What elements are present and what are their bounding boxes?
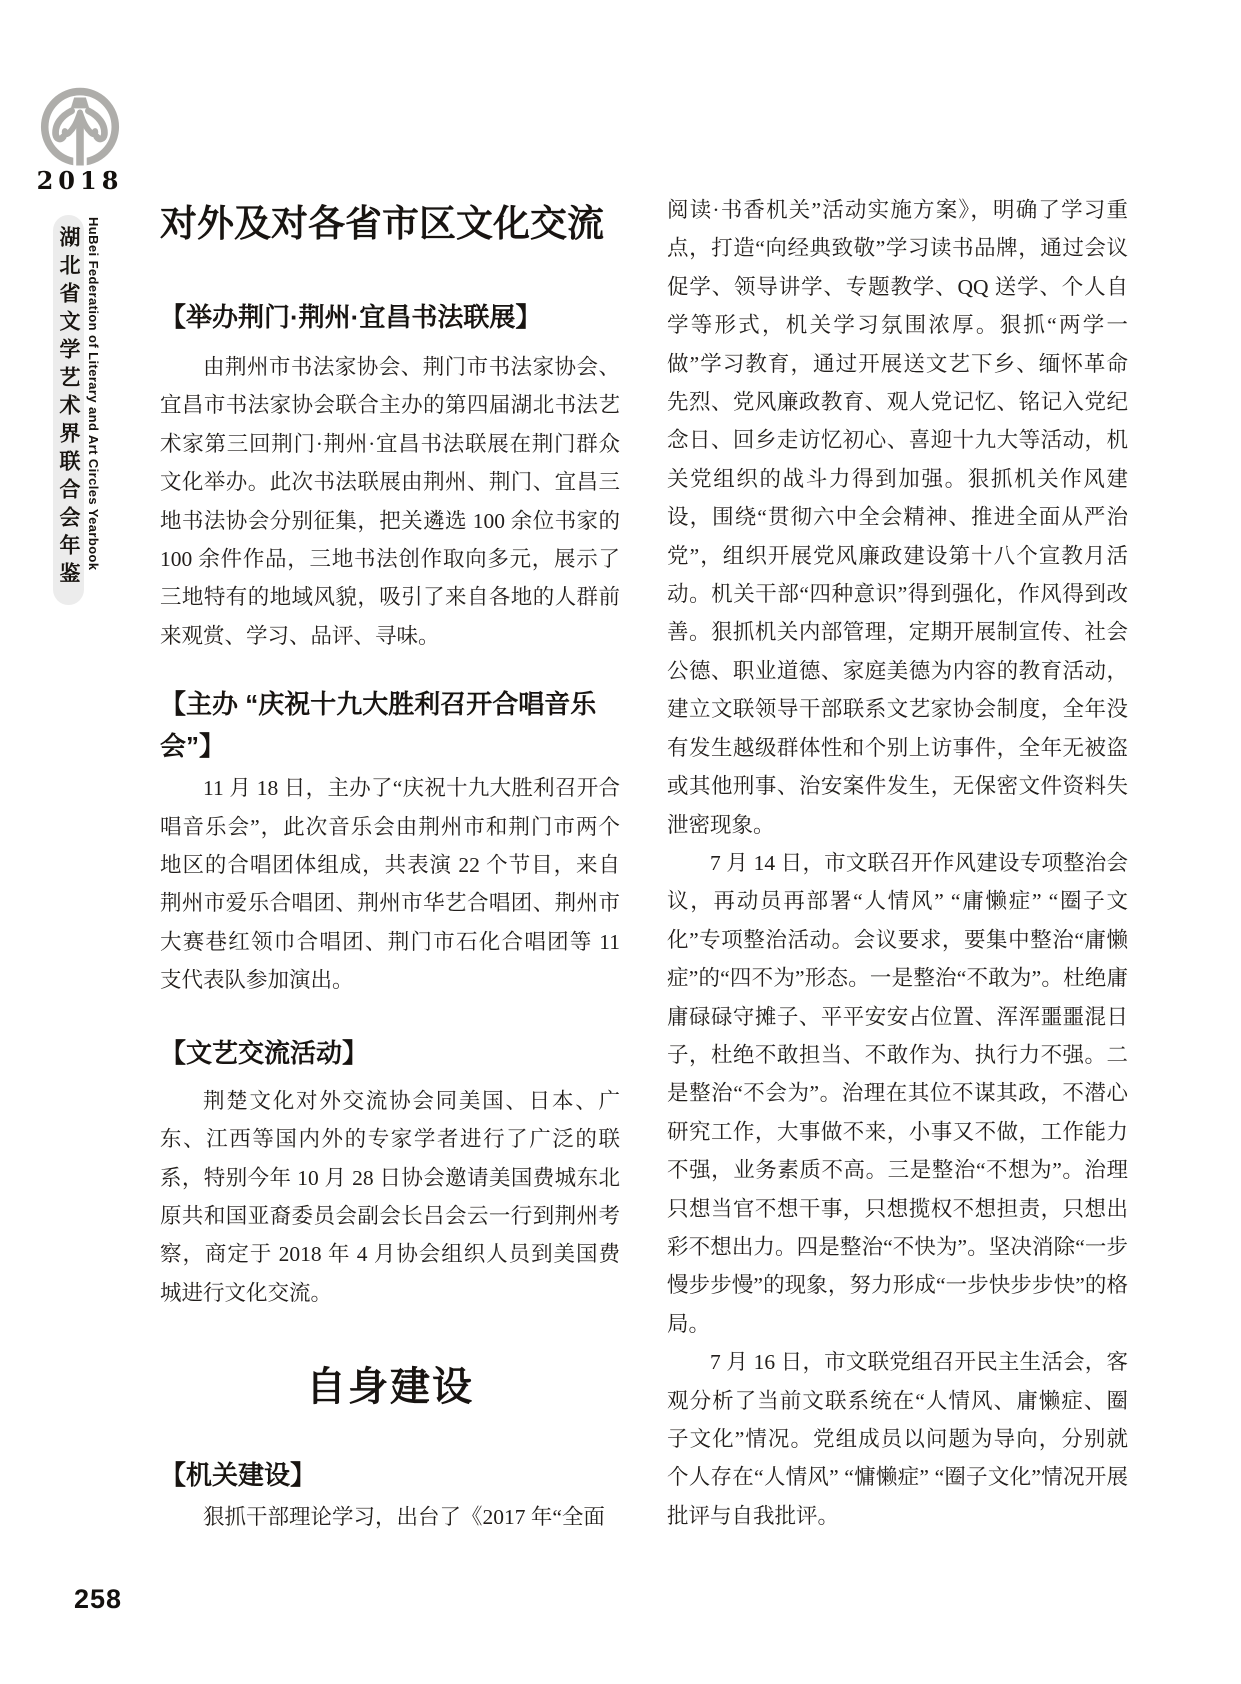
series-title-vertical-en: HuBei Federation of Literary and Art Circles Yearbook: [86, 217, 101, 571]
hubei-federation-logo-icon: [38, 84, 122, 168]
section-body-calligraphy-exhibition: 由荆州市书法家协会、荆门市书法家协会、宜昌市书法家协会联合主办的第四届湖北书法艺术家第三回荆门·荆州·宜昌书法联展在荆门群众文化举办。此次书法联展由荆州、荆门、宜昌三地书法协会分别征集，把关遴选 100 余位书家的 100 余件作品，三地书法创作取向多元，展示了三地特有的地域风貌，吸引了来自各地的人群前来观赏、学习、品评、寻味。: [160, 355, 620, 648]
section-heading-chorus-concert: 【主办 “庆祝十九大胜利召开合唱音乐会”】: [160, 689, 597, 762]
left-column: [160, 196, 620, 1537]
section-heading-art-exchange: 【文艺交流活动】: [160, 1037, 369, 1068]
section-heading-calligraphy-exhibition: 【举办荆门·荆州·宜昌书法联展】: [160, 302, 542, 332]
series-title-vertical-cn: 湖北省文学艺术界联合会年鉴: [53, 215, 84, 605]
rectification-meeting-paragraph: 7 月 14 日，市文联召开作风建设专项整治会议，再动员再部署“人情风” “庸懒症” “圈子文化”专项整治活动。会议要求，要集中整治“庸懒症”的“四不为”形态。一是整治“不敢为”。杜绝庸庸碌碌守摊子、平平安安占位置、浑浑噩噩混日子，杜绝不敢担当、不敢作为、执行力不强。二是整治“不会为”。治理在其位不谋其政，不潜心研究工作，大事做不来，小事又不做，工作能力不强，业务素质不高。三是整治“不想为”。治理只想当官不想干事，只想揽权不想担责，只想出彩不想出力。四是整治“不快为”。坚决消除“一步慢步步慢”的现象，努力形成“一步快步步快”的格局。: [667, 850, 1128, 1336]
right-column: [667, 191, 1128, 1535]
article-title: 对外及对各省市区文化交流: [160, 203, 604, 244]
section-body-agency-construction: 狠抓干部理论学习，出台了《2017 年“全面: [203, 1505, 605, 1530]
chapter-title-self-construction: 自身建设: [306, 1365, 474, 1410]
continuation-paragraph: 阅读·书香机关”活动实施方案》，明确了学习重点，打造“向经典致敬”学习读书品牌，通过会议促学、领导讲学、专题教学、QQ 送学、个人自学等形式，机关学习氛围浓厚。狠抓“两学一做”学习教育，通过开展送文艺下乡、缅怀革命先烈、党风廉政教育、观人党记忆、铭记入党纪念日、回乡走访忆初心、喜迎十九大等活动，机关党组织的战斗力得到加强。狠抓机关作风建设，围绕“贯彻六中全会精神、推进全面从严治党”，组织开展党风廉政建设第十八个宣教月活动。机关干部“四种意识”得到强化，作风得到改善。狠抓机关内部管理，定期开展制宣传、社会公德、职业道德、家庭美德为内容的教育活动，建立文联领导干部联系文艺家协会制度，全年没有发生越级群体性和个别上访事件，全年无被盗或其他刑事、治安案件发生，无保密文件资料失泄密现象。: [667, 198, 1128, 837]
section-heading-agency-construction: 【机关建设】: [160, 1460, 317, 1491]
section-body-art-exchange: 荆楚文化对外交流协会同美国、日本、广东、江西等国内外的专家学者进行了广泛的联系，特别今年 10 月 28 日协会邀请美国费城东北原共和国亚裔委员会副会长吕会云一行到荆州考察，商定于 2018 年 4 月协会组织人员到美国费城进行文化交流。: [160, 1088, 620, 1305]
section-body-chorus-concert: 11 月 18 日，主办了“庆祝十九大胜利召开合唱音乐会”，此次音乐会由荆州市和荆门市两个地区的合唱团体组成，共表演 22 个节目，来自荆州市爱乐合唱团、荆州市华艺合唱团、荆州市大赛巷红领巾合唱团、荆门市石化合唱团等 11 支代表队参加演出。: [160, 776, 620, 993]
democratic-life-meeting-paragraph: 7 月 16 日，市文联党组召开民主生活会，客观分析了当前文联系统在“人情风、庸懒症、圈子文化”情况。党组成员以问题为导向，分别就个人存在“人情风” “慵懒症” “圈子文化”情况开展批评与自我批评。: [667, 1350, 1128, 1528]
page-number: 258: [74, 1584, 123, 1614]
logo-year-label: 2018: [36, 166, 124, 195]
